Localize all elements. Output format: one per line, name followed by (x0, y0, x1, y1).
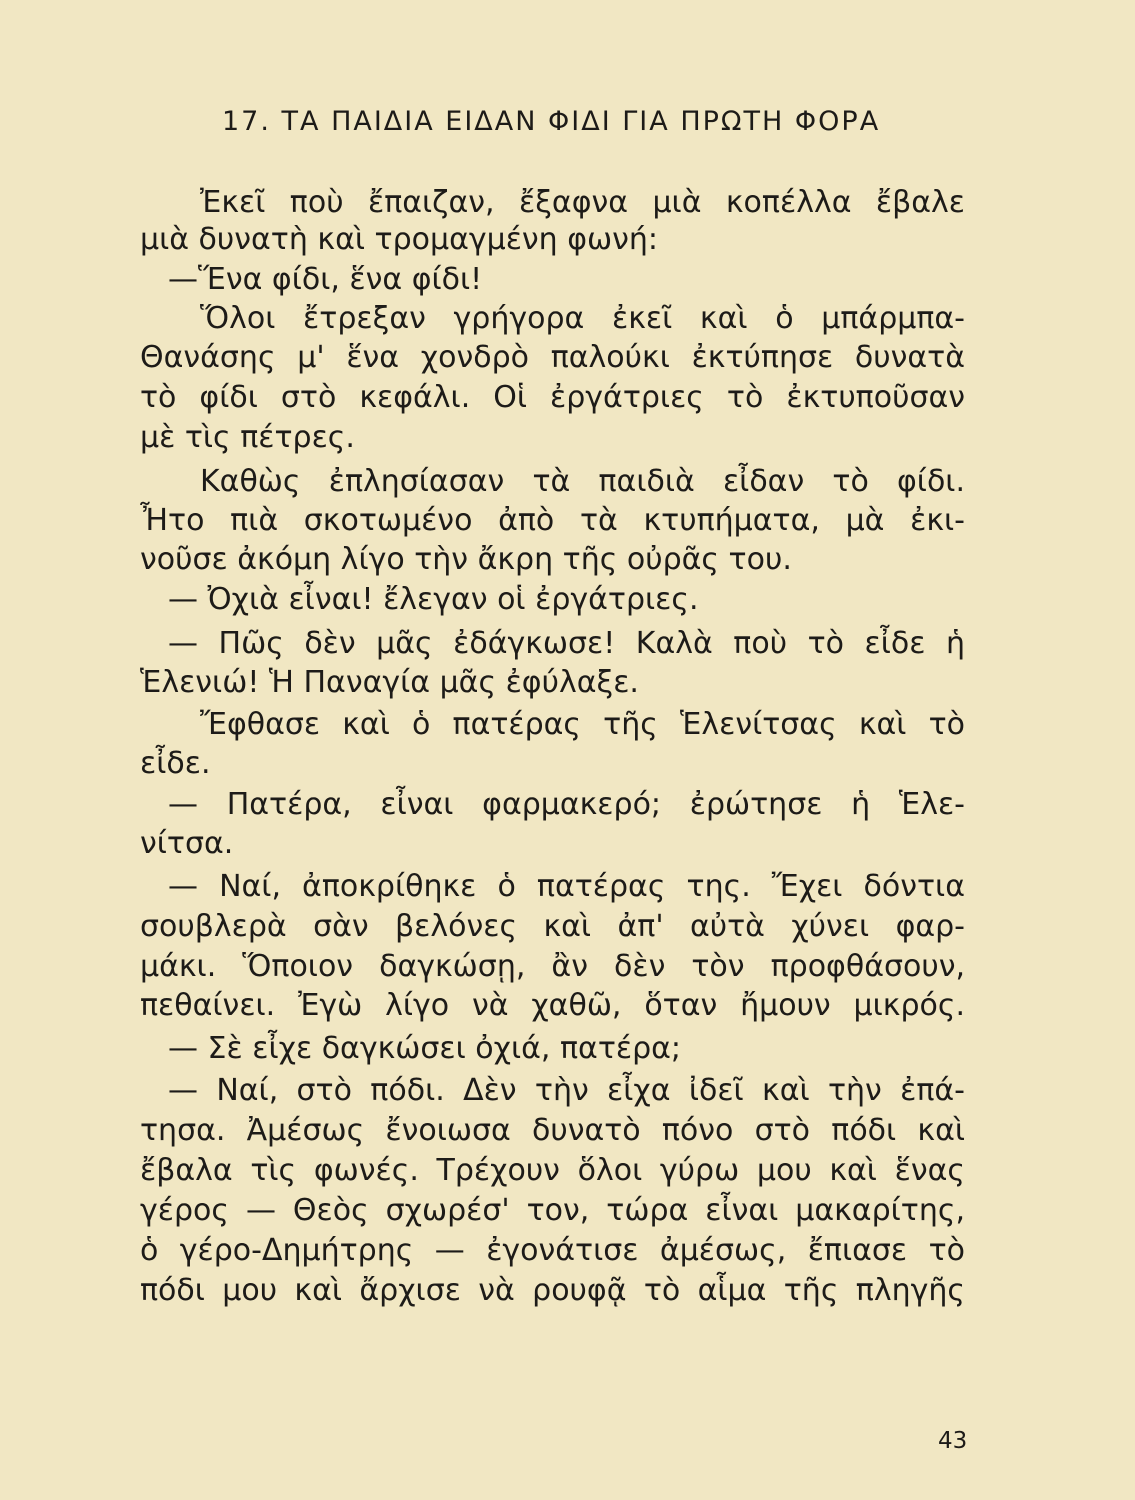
text-line: — Ναί, ἀποκρίθηκε ὁ πατέρας της. Ἔχει δόντια (168, 869, 965, 904)
text-line: σουβλερὰ σὰν βελόνες καὶ ἀπ' αὐτὰ χύνει φαρ- (140, 909, 965, 944)
text-line: Ἐκεῖ ποὺ ἔπαιζαν, ἔξαφνα μιὰ κοπέλλα ἔβαλε (200, 185, 965, 220)
text-line: —Ἕνα φίδι, ἕνα φίδι! (168, 262, 483, 297)
text-line: μάκι. Ὅποιον δαγκώσῃ, ἂν δὲν τὸν προφθάσουν, (140, 949, 965, 984)
text-line: εἶδε. (140, 746, 211, 781)
text-line: — Ὀχιὰ εἶναι! ἔλεγαν οἱ ἐργάτριες. (168, 582, 699, 617)
text-line: — Ναί, στὸ πόδι. Δὲν τὴν εἶχα ἰδεῖ καὶ τὴν ἐπά- (168, 1073, 965, 1108)
page-number: 43 (938, 1428, 968, 1454)
text-line: Ἦτο πιὰ σκοτωμένο ἀπὸ τὰ κτυπήματα, μὰ ἐκι- (140, 503, 965, 538)
text-line: μὲ τὶς πέτρες. (140, 420, 355, 455)
text-line: — Σὲ εἶχε δαγκώσει ὀχιά, πατέρα; (168, 1031, 682, 1066)
text-line: — Πῶς δὲν μᾶς ἐδάγκωσε! Καλὰ ποὺ τὸ εἶδε ἡ (168, 626, 965, 661)
text-line: Καθὼς ἐπλησίασαν τὰ παιδιὰ εἶδαν τὸ φίδι. (200, 464, 965, 499)
text-line: νίτσα. (140, 826, 234, 861)
chapter-title: 17. ΤΑ ΠΑΙΔΙΑ ΕΙΔΑΝ ΦΙΔΙ ΓΙΑ ΠΡΩΤΗ ΦΟΡΑ (222, 106, 881, 137)
text-line: ἔβαλα τὶς φωνές. Τρέχουν ὅλοι γύρω μου καὶ ἕνας (140, 1153, 965, 1188)
text-line: Ὅλοι ἔτρεξαν γρήγορα ἐκεῖ καὶ ὁ μπάρμπα- (200, 301, 965, 336)
text-line: Θανάσης μ' ἕνα χονδρὸ παλούκι ἐκτύπησε δυνατὰ (140, 340, 965, 375)
text-line: μιὰ δυνατὴ καὶ τρομαγμένη φωνή: (140, 222, 659, 257)
text-line: Ἔφθασε καὶ ὁ πατέρας τῆς Ἑλενίτσας καὶ τὸ (200, 707, 965, 742)
text-line: πόδι μου καὶ ἄρχισε νὰ ρουφᾷ τὸ αἷμα τῆς πληγῆς (140, 1273, 965, 1308)
text-line: νοῦσε ἀκόμη λίγο τὴν ἄκρη τῆς οὐρᾶς του. (140, 542, 792, 577)
text-line: ὁ γέρο-Δημήτρης — ἐγονάτισε ἀμέσως, ἔπιασε τὸ (140, 1233, 965, 1268)
text-line: τησα. Ἀμέσως ἔνοιωσα δυνατὸ πόνο στὸ πόδι καὶ (140, 1113, 965, 1148)
text-line: — Πατέρα, εἶναι φαρμακερό; ἐρώτησε ἡ Ἑλε- (168, 787, 965, 822)
text-line: γέρος — Θεὸς σχωρέσ' τον, τώρα εἶναι μακαρίτης, (140, 1193, 965, 1228)
text-line: τὸ φίδι στὸ κεφάλι. Οἱ ἐργάτριες τὸ ἐκτυποῦσαν (140, 380, 965, 415)
text-line: Ἑλενιώ! Ἡ Παναγία μᾶς ἐφύλαξε. (140, 665, 639, 700)
text-line: πεθαίνει. Ἐγὼ λίγο νὰ χαθῶ, ὅταν ἤμουν μικρός. (140, 988, 965, 1023)
